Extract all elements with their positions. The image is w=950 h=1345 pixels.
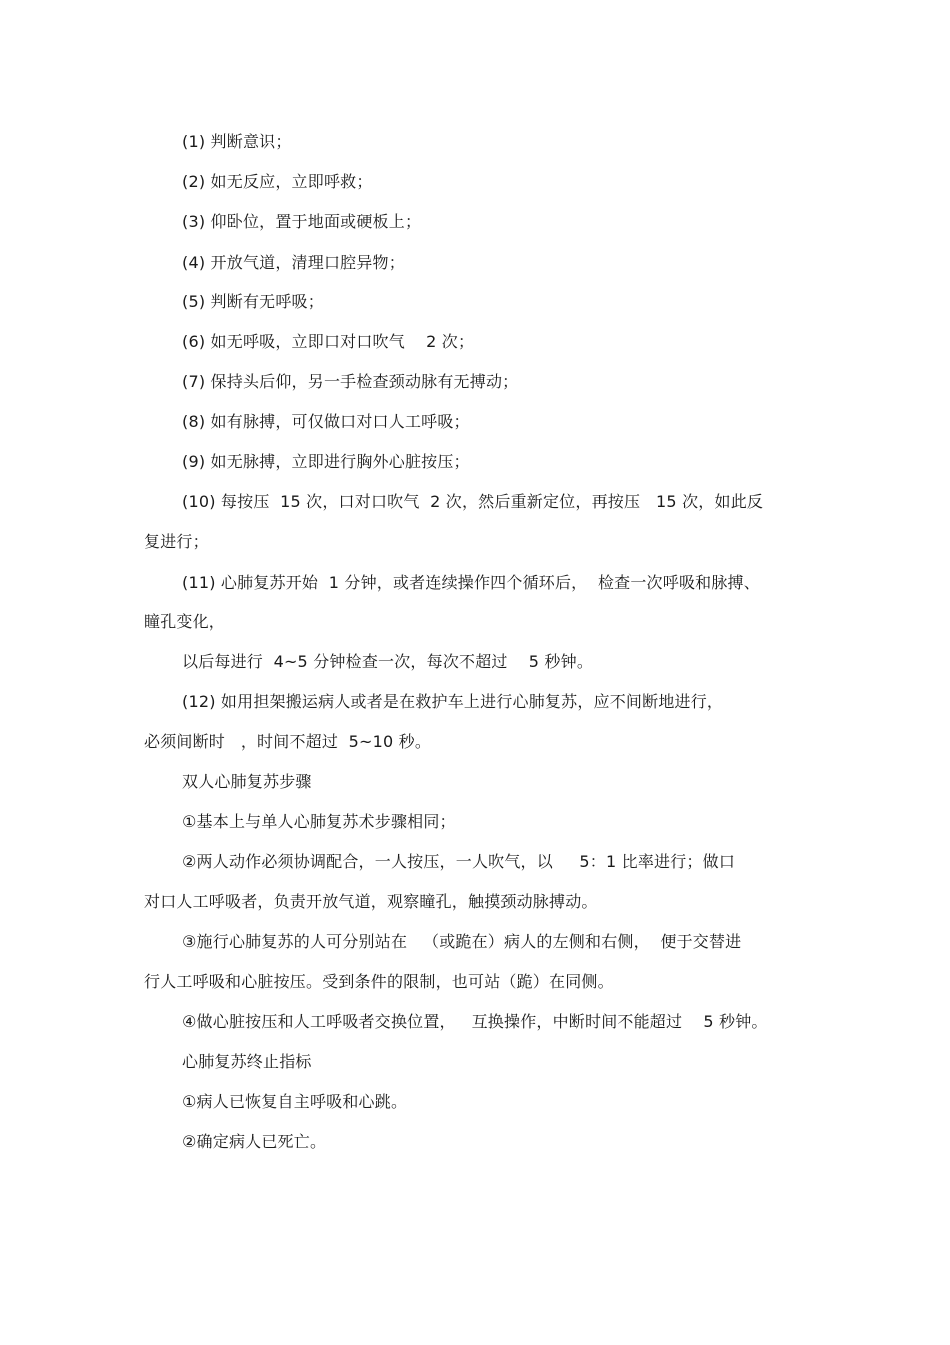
termination-item-1: ①病人已恢复自主呼吸和心跳。 [182,1092,408,1111]
step-11-line-1: (11) 心肺复苏开始 1 分钟，或者连续操作四个循环后， 检查一次呼吸和脉搏、 [182,573,760,592]
step-2: (2) 如无反应，立即呼救； [182,172,373,191]
two-person-item-2-line-1: ②两人动作必须协调配合，一人按压，一人吹气，以 5：1 比率进行；做口 [182,852,736,871]
two-person-item-4: ④做心脏按压和人工呼吸者交换位置， 互换操作，中断时间不能超过 5 秒钟。 [182,1012,768,1031]
step-12-line-1: (12) 如用担架搬运病人或者是在救护车上进行心肺复苏，应不间断地进行， [182,692,724,711]
step-3: (3) 仰卧位，置于地面或硬板上； [182,212,422,231]
two-person-item-1: ①基本上与单人心肺复苏术步骤相同； [182,812,456,831]
section-heading-two-person: 双人心肺复苏步骤 [182,772,312,791]
step-1: (1) 判断意识； [182,132,292,151]
step-10-line-2: 复进行； [144,532,209,551]
step-10-line-1: (10) 每按压 15 次，口对口吹气 2 次，然后重新定位，再按压 15 次，如此反 [182,492,764,511]
step-9: (9) 如无脉搏，立即进行胸外心脏按压； [182,452,470,471]
two-person-item-2-line-2: 对口人工呼吸者，负责开放气道，观察瞳孔，触摸颈动脉搏动。 [144,892,598,911]
step-11-line-2: 瞳孔变化， [144,612,226,631]
two-person-item-3-line-1: ③施行心肺复苏的人可分别站在 （或跪在）病人的左侧和右侧， 便于交替进 [182,932,742,951]
step-7: (7) 保持头后仰，另一手检查颈动脉有无搏动； [182,372,519,391]
termination-item-2: ②确定病人已死亡。 [182,1132,327,1151]
step-4: (4) 开放气道，清理口腔异物； [182,253,405,272]
step-11-line-3: 以后每进行 4~5 分钟检查一次，每次不超过 5 秒钟。 [182,652,594,671]
two-person-item-3-line-2: 行人工呼吸和心脏按压。受到条件的限制，也可站（跪）在同侧。 [144,972,614,991]
step-5: (5) 判断有无呼吸； [182,292,324,311]
step-6: (6) 如无呼吸，立即口对口吹气 2 次； [182,332,475,351]
section-heading-termination: 心肺复苏终止指标 [182,1052,312,1071]
step-12-line-2: 必须间断时 ，时间不超过 5~10 秒。 [144,732,432,751]
step-8: (8) 如有脉搏，可仅做口对口人工呼吸； [182,412,470,431]
